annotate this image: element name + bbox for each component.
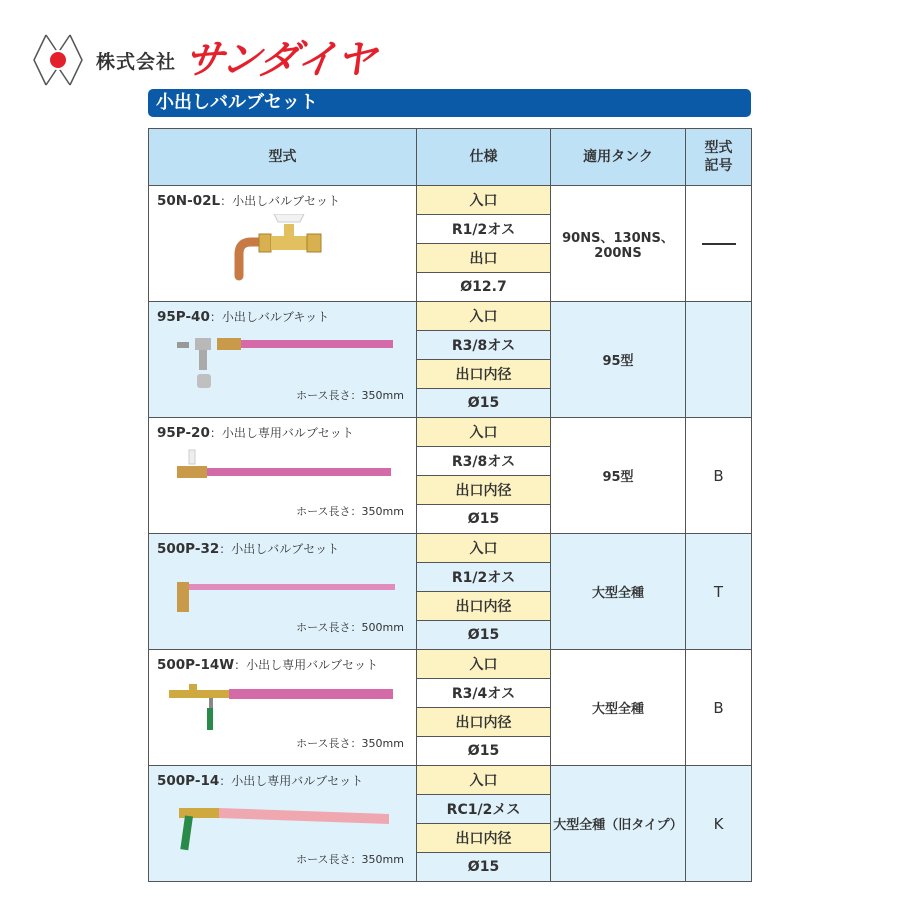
ball-valve-image-icon [159,214,409,284]
model-name: ：小出し専用バルブセット [234,658,379,672]
outlet-label: 出口内径 [417,476,551,505]
hose-length: ホース長さ：350mm [296,389,404,402]
tank-cell [551,766,686,882]
tank-cell [551,302,686,418]
outlet-label: 出口内径 [417,824,551,853]
code-cell: T [686,534,752,650]
outlet-label: 出口内径 [417,708,551,737]
code-cell: K [686,766,752,882]
model-name: ：小出しバルブセット [220,194,340,208]
hose-length: ホース長さ：350mm [296,505,404,518]
table-row [149,766,752,795]
tank-cell [551,650,686,766]
model-number: 500P-14W [157,657,235,673]
tank-line2: 200NS [594,245,642,261]
company-logo [30,30,378,90]
model-number: 500P-14 [157,773,220,789]
tank-cell [551,534,686,650]
table-header-row [149,129,752,186]
table-row [149,302,752,331]
model-cell [149,766,417,882]
inlet-value: RC1/2メス [417,795,551,824]
inlet-value: R3/4オス [417,679,551,708]
header-spec: 仕様 [417,129,551,186]
model-number: 500P-32 [157,541,220,557]
model-number: 50N-02L [157,193,221,209]
logo-mark-icon [30,31,86,89]
outlet-value: Ø15 [417,853,551,882]
tank-line1: 90NS、130NS、 [562,230,674,246]
outlet-label: 出口内径 [417,592,551,621]
inlet-label: 入口 [417,650,551,679]
header-code [686,129,752,186]
code-cell [686,302,752,418]
outlet-value: Ø15 [417,389,551,418]
tank-line1: 大型全種（旧タイプ） [553,818,683,833]
outlet-value: Ø15 [417,621,551,650]
outlet-value: Ø12.7 [417,273,551,302]
outlet-value: Ø15 [417,505,551,534]
table-row [149,534,752,563]
hose-length: ホース長さ：350mm [296,737,404,750]
model-cell [149,186,417,302]
inlet-value: R1/2オス [417,563,551,592]
tank-cell [551,418,686,534]
dash-icon [702,243,736,245]
tank-line1: 95型 [602,354,634,369]
tank-line1: 95型 [602,470,634,485]
model-cell [149,650,417,766]
tank-line1: 大型全種 [591,586,644,601]
header-code-line2: 記号 [704,158,733,174]
header-code-line1: 型式 [704,140,733,156]
tank-line1: 大型全種 [591,702,644,717]
product-spec-table [148,128,752,882]
header-tank: 適用タンク [551,129,686,186]
model-cell [149,534,417,650]
inlet-label: 入口 [417,534,551,563]
table-row [149,418,752,447]
inlet-value: R3/8オス [417,447,551,476]
model-cell [149,302,417,418]
tank-cell [551,186,686,302]
inlet-label: 入口 [417,186,551,215]
table-row [149,186,752,215]
code-cell: B [686,418,752,534]
model-number: 95P-20 [157,425,210,441]
inlet-label: 入口 [417,418,551,447]
table-row [149,650,752,679]
header-model: 型式 [149,129,417,186]
inlet-value: R1/2オス [417,215,551,244]
inlet-label: 入口 [417,302,551,331]
model-name: ：小出し専用バルブセット [209,426,354,440]
model-name: ：小出しバルブキット [209,310,330,324]
section-title: 小出しバルブセット [148,89,751,117]
outlet-label: 出口内径 [417,360,551,389]
outlet-label: 出口 [417,244,551,273]
code-cell: B [686,650,752,766]
model-name: ：小出し専用バルブセット [219,774,364,788]
brand-name: サンダイヤ [180,37,378,83]
hose-length: ホース長さ：500mm [296,621,404,634]
model-cell [149,418,417,534]
outlet-value: Ø15 [417,737,551,766]
inlet-label: 入口 [417,766,551,795]
model-name: ：小出しバルブセット [219,542,340,556]
model-number: 95P-40 [157,309,210,325]
inlet-value: R3/8オス [417,331,551,360]
hose-length: ホース長さ：350mm [296,853,404,866]
code-cell [686,186,752,302]
company-label: 株式会社 [96,50,177,73]
